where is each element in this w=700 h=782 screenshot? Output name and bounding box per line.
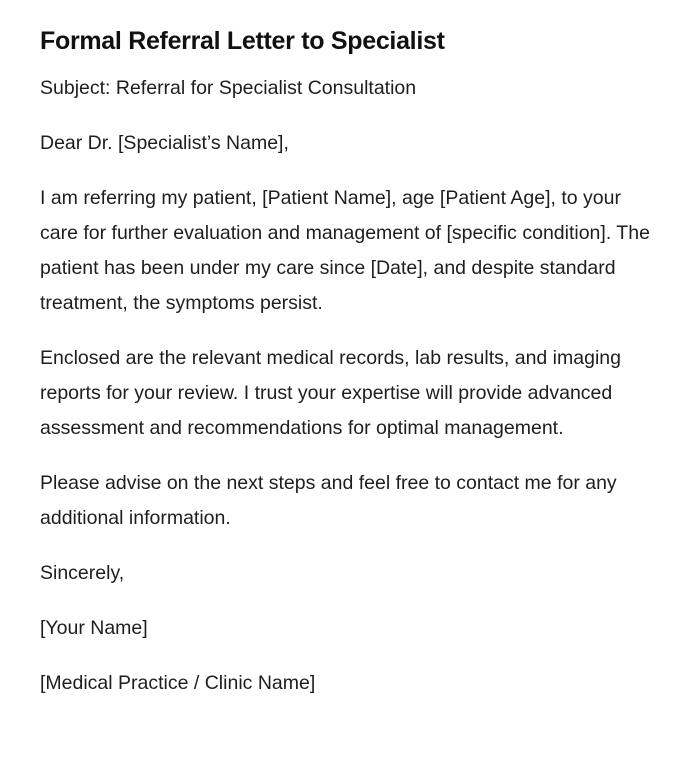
letter-paragraph-request: Please advise on the next steps and feel free to contact me for any additional information.	[40, 472, 617, 529]
letter-paragraph-referral: I am referring my patient, [Patient Name], age [Patient Age], to your care for further evaluation and management of [specific condition]. The patient has been under my care since [Date], and despite standard treatment, the symptoms persist.	[40, 187, 650, 314]
letter-sender-name: [Your Name]	[40, 617, 148, 639]
letter-subject: Subject: Referral for Specialist Consultation	[40, 77, 417, 99]
letter-closing: Sincerely,	[40, 562, 125, 584]
letter-practice-name: [Medical Practice / Clinic Name]	[40, 672, 316, 694]
letter-title: Formal Referral Letter to Specialist	[40, 27, 445, 55]
letter-paragraph-enclosures: Enclosed are the relevant medical records, lab results, and imaging reports for your review. I trust your expertise will provide advanced assessment and recommendations for optimal management.	[40, 347, 621, 439]
letter-salutation: Dear Dr. [Specialist’s Name],	[40, 132, 289, 154]
